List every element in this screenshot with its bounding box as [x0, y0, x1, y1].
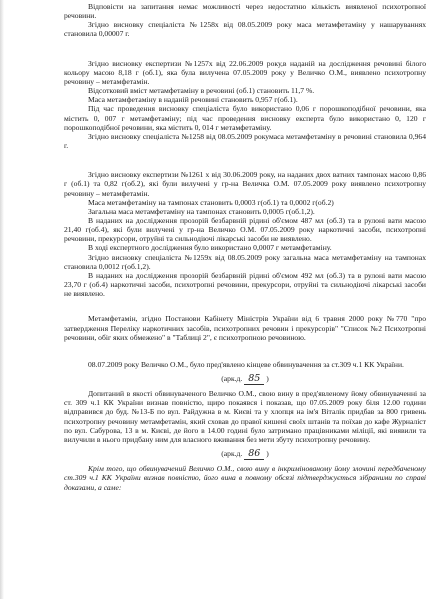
page-mark-prefix: (арк.д. [221, 449, 243, 459]
paragraph-liquid-487: В наданих на дослідження прозорій безбарвній рідині об'ємом 487 мл (об.3) та в рулоні вати масою 21,40 г(об.4), які були вилучені у гр-на Величко О.М. 07.05.2009 року наркотичні засоби, психотропні речовини, прекурсори, отруйні та сильнодіючі лікарські засоби не виявлено. [64, 215, 426, 244]
page-mark-prefix: (арк.д. [221, 374, 243, 383]
paragraph-interrogation: Допитаний в якості обвинуваченого Величко О.М., свою вину в пред'явленому йому обвинуваченні за ст. 309 ч.1 КК України визнав повністю, щиро покаявся і показав, що 07.05.2009 року біля 12.00 години відправився до буд. №13-Б по вул. Райдужна в м. Києві та у хлопця на ім'я Віталік придбав за 800 гривень психотропну речовину метамфетамін, який сховав до правої кишені своїх штанів та поїхав до кафе Журналіст по вул. Сабурова, 13 в м. Києві, де його в 14.00 годині було затримано працівниками міліції, які виявили та вилучили в нього придбану ним для власного вживання без мети збуту психотропну речовину. [64, 389, 426, 444]
paragraph-expertise-1261x: Згідно висновку експертизи №1261 х від 30.06.2009 року, на наданих двох ватних тампонах масою 0,86 г (об.1) та 0,82 г(об.2), які були вилучені у гр-на Величка О.М. 07.05.2009 року виявлено психотропну речовину – метамфетамін. [64, 170, 426, 198]
paragraph-resolution-770: Метамфетамін, згідно Постанови Кабінету Міністрів України від 6 травня 2000 року №770 "про затвердження Переліку наркотичних засобів, психотропних речовин і прекурсорів" "Список №2 Психотропні речовини, обіг яких обмежено" в "Таблиці 2", є психотропною речовиною. [64, 314, 426, 342]
paragraph-specialist-1259x: Згідно висновку спеціаліста №1259х від 08.05.2009 року загальна маса метамфетаміну на тампонах становила 0,0012 г(об.1,2). [64, 252, 426, 271]
paragraph-expertise-1257x: Згідно висновку експертизи №1257х від 22.06.2009 року,в наданій на дослідження речовині білого кольору масою 8,18 г (об.1), яка була вилучена 07.05.2009 року у Величко О.М., виявлено психотропну речовину – метамфетамін. [64, 58, 426, 86]
paragraph-swab-total: Загальна маса метамфетаміну на тампонах становить 0,0005 г(об.1,2). [88, 206, 315, 216]
scan-edge-shadow [0, 0, 4, 599]
paragraph-specialist-1258x: Згідно висновку спеціаліста №1258х від 08.05.2009 року маса метамфетаміну у нашаруваннях становила 0,00007 г. [64, 20, 426, 39]
paragraph-final-charge: 08.07.2009 року Величко О.М., було пред'явлено кінцеве обвинувачення за ст.309 ч.1 КК України. [88, 359, 404, 369]
page-mark-86 [64, 449, 426, 458]
page-mark-number: 85 [244, 373, 264, 385]
page-mark-suffix: ) [266, 374, 269, 383]
paragraph-liquid-492: В наданих на дослідження прозорій безбарвній рідині об'ємом 492 мл (об.3) та в рулоні вати масою 23,70 г (об.4) наркотичні засоби, психотропні речовини, прекурсори, отруйні та сильнодіючі лікарські засоби не виявлено. [64, 270, 426, 299]
paragraph-percentage: Відсотковий вміст метамфетаміну в речовині (об.1) становить 11,7 %. [88, 86, 315, 96]
paragraph-insufficient-quantity: Відповісти на запитання немає можливості через недостатню кількість виявленої психотропної речовини. [64, 2, 426, 21]
paragraph-used-0007: В ході експертного дослідження було використано 0,0007 г метамфетаміну. [88, 243, 332, 253]
paragraph-used-amounts: Під час проведення висновку спеціаліста було використано 0,06 г порошкоподібної речовини, яка містить 0, 007 г метамфетаміну; під час проведення висновку експерта було використано 0, 120 г порошкоподібної речовини, яка містить 0, 014 г метамфетаміну. [64, 104, 426, 132]
page-mark-85 [64, 374, 426, 383]
paragraph-specialist-1258: Згідно висновку спеціаліста №1258 від 08.05.2009 рокумаса метамфетаміну в речовині становила 0,964 г. [64, 131, 426, 151]
paragraph-swab-mass: Маса метамфетаміну на тампонах становить 0,0003 г(об.1) та 0,0002 г(об.2) [88, 197, 334, 207]
paragraph-evidence-intro: Крім того, що обвинувачений Величко О.М., свою вину в інкримінованому йому злочині передбаченому ст.309 ч.1 КК України визнав повністю, його вина в повному обсязі підтверджується зібраними по справі доказами, а саме: [64, 464, 426, 492]
page-mark-number: 86 [244, 448, 264, 460]
page-mark-suffix: ) [266, 449, 269, 459]
paragraph-mass: Маса метамфетаміну в наданій речовині становить 0,957 г(об.1). [88, 95, 298, 105]
